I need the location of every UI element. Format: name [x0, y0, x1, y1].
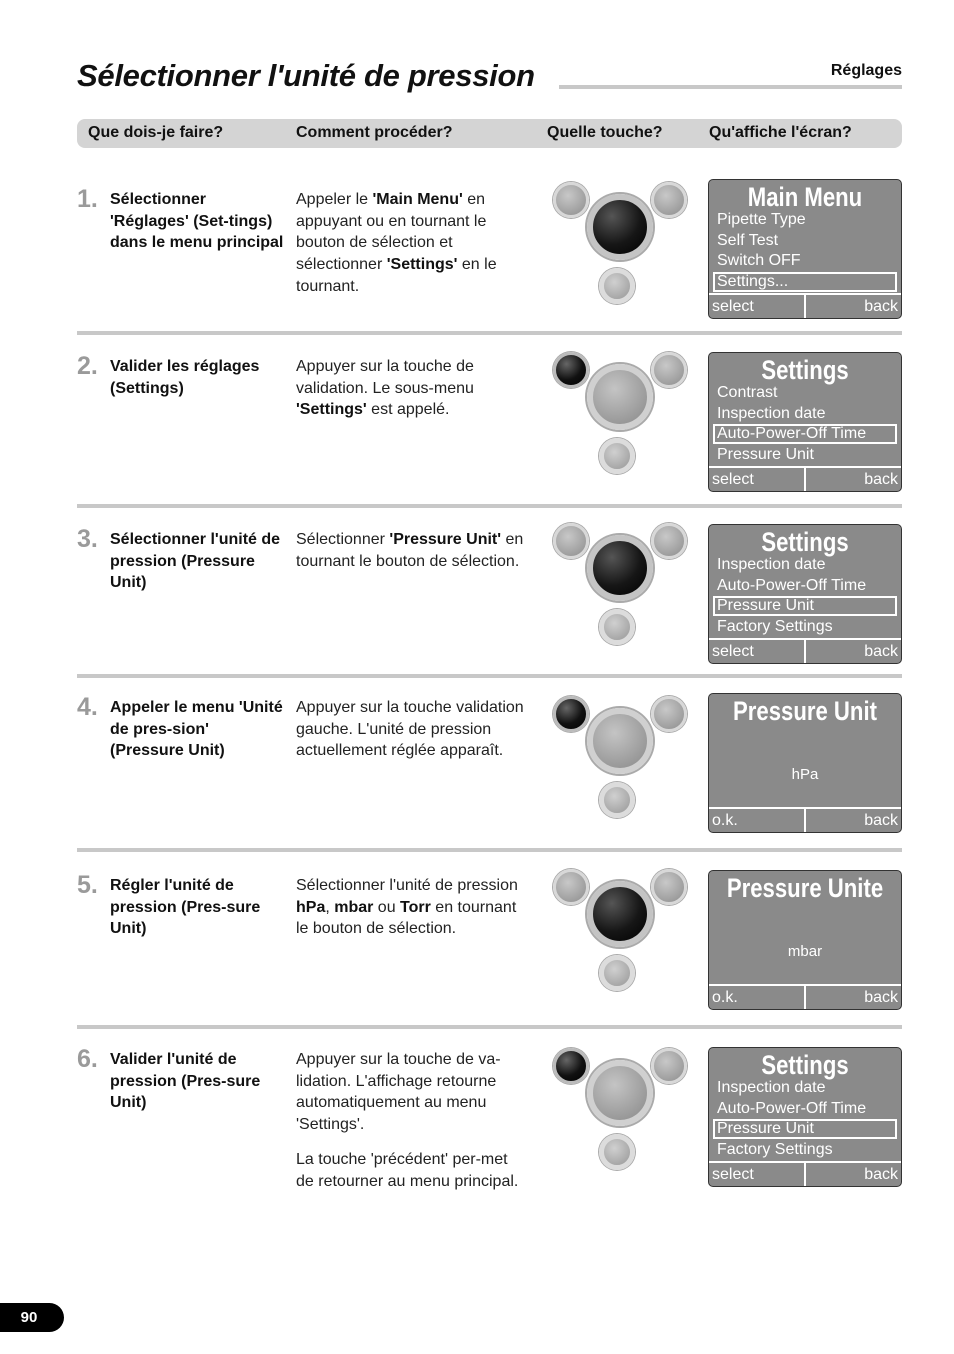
- right-key-icon: [651, 182, 687, 218]
- screen-menu-item-selected: Settings...: [713, 272, 897, 292]
- left-key-icon: [553, 869, 589, 905]
- screen-title: Pressure Unit: [733, 696, 877, 726]
- screen-softkey-left: o.k.: [712, 812, 738, 829]
- left-key-icon: [553, 1048, 589, 1084]
- step-instructions: Appuyer sur la touche de va-lidation. L'affichage retourne automatiquement au menu 'Settings'. La touche 'précédent' per-met de retourner au menu principal.: [296, 1051, 519, 1190]
- screen-menu-item: Pipette Type: [717, 211, 806, 228]
- step-number: 2.: [77, 352, 98, 380]
- back-key-icon: [599, 438, 635, 474]
- step-action: Sélectionner 'Réglages' (Set-tings) dans le menu principal: [110, 191, 284, 252]
- screen-menu-item: Inspection date: [717, 1079, 826, 1096]
- step-separator: [77, 1025, 902, 1029]
- step-number: 4.: [77, 693, 98, 721]
- back-key-icon: [599, 609, 635, 645]
- screen-softkey-divider: [804, 1163, 806, 1186]
- step-number: 6.: [77, 1045, 98, 1073]
- right-key-icon: [651, 352, 687, 388]
- screen-menu-item: Auto-Power-Off Time: [717, 1099, 867, 1117]
- screen-menu-item: Switch OFF: [717, 252, 801, 269]
- keypad-illustration: [553, 1048, 703, 1178]
- step-separator: [77, 674, 902, 678]
- step-separator: [77, 848, 902, 852]
- header-screen: Qu'affiche l'écran?: [709, 124, 852, 141]
- right-key-icon: [651, 1048, 687, 1084]
- header-key: Quelle touche?: [547, 124, 663, 141]
- screen-value: hPa: [791, 766, 819, 783]
- screen-menu-item: Inspection date: [717, 556, 826, 573]
- step-action: Régler l'unité de pression (Pres-sure Unit): [110, 877, 261, 938]
- lcd-screen: [708, 352, 902, 492]
- table-header: [77, 119, 902, 148]
- screen-softkey-divider: [804, 295, 806, 318]
- left-key-icon: [553, 352, 589, 388]
- screen-softkey-divider: [804, 809, 806, 832]
- section-label: Réglages: [830, 62, 902, 79]
- selection-knob-icon: [587, 1060, 653, 1126]
- screen-softkey-left: select: [712, 643, 754, 660]
- selection-knob-icon: [587, 364, 653, 430]
- screen-menu-item: Auto-Power-Off Time: [717, 576, 867, 594]
- lcd-screen: [708, 693, 902, 833]
- step-separator: [77, 504, 902, 508]
- keypad-illustration: [553, 523, 703, 653]
- lcd-screen: [708, 179, 902, 319]
- screen-softkey-left: select: [712, 471, 754, 488]
- page-number: 90: [0, 1303, 64, 1332]
- screen-softkey-divider: [804, 986, 806, 1009]
- screen-menu-item-selected: Pressure Unit: [713, 596, 897, 616]
- screen-softkey-right: back: [864, 1166, 898, 1183]
- right-key-icon: [651, 869, 687, 905]
- header-how: Comment procéder?: [296, 124, 453, 141]
- left-key-icon: [553, 182, 589, 218]
- screen-value: mbar: [787, 943, 823, 960]
- step-instructions: Appuyer sur la touche validation gauche. L'unité de pression actuellement réglée apparaît.: [296, 699, 524, 760]
- step-number: 1.: [77, 185, 98, 213]
- screen-menu-item: Factory Settings: [717, 617, 833, 635]
- keypad-illustration: [553, 182, 703, 312]
- screen-menu-item: Contrast: [717, 384, 778, 401]
- keypad-illustration: [553, 696, 703, 826]
- back-key-icon: [599, 955, 635, 991]
- step-number: 5.: [77, 871, 98, 899]
- screen-title: Settings: [761, 527, 849, 557]
- step-instructions: Sélectionner l'unité de pression hPa, mbar ou Torr en tournant le bouton de sélection.: [296, 877, 518, 938]
- page-title: Sélectionner l'unité de pression: [77, 58, 535, 93]
- lcd-screen: [708, 1047, 902, 1187]
- step-instructions: Appeler le 'Main Menu' en appuyant ou en tournant le bouton de sélection et sélectionner 'Settings' en le tournant.: [296, 191, 497, 295]
- screen-softkey-left: o.k.: [712, 989, 738, 1006]
- screen-softkey-left: select: [712, 1166, 754, 1183]
- back-key-icon: [599, 1134, 635, 1170]
- keypad-illustration: [553, 352, 703, 482]
- screen-title: Settings: [761, 355, 849, 385]
- lcd-screen: [708, 524, 902, 664]
- screen-softkey-right: back: [864, 812, 898, 829]
- screen-softkey-right: back: [864, 643, 898, 660]
- lcd-screen: [708, 870, 902, 1010]
- screen-title: Pressure Unite: [726, 873, 884, 903]
- screen-menu-item-selected: Pressure Unit: [713, 1119, 897, 1139]
- left-key-icon: [553, 696, 589, 732]
- right-key-icon: [651, 523, 687, 559]
- screen-softkey-right: back: [864, 989, 898, 1006]
- selection-knob-icon: [587, 881, 653, 947]
- step-number: 3.: [77, 525, 98, 553]
- step-action: Valider les réglages (Settings): [110, 358, 260, 397]
- screen-menu-item: Inspection date: [717, 404, 826, 422]
- selection-knob-icon: [587, 708, 653, 774]
- back-key-icon: [599, 268, 635, 304]
- screen-softkey-right: back: [864, 471, 898, 488]
- step-action: Valider l'unité de pression (Pres-sure Unit): [110, 1051, 261, 1112]
- screen-menu-item: Self Test: [717, 231, 779, 249]
- selection-knob-icon: [587, 194, 653, 260]
- step-instructions: Appuyer sur la touche de validation. Le sous-menu 'Settings' est appelé.: [296, 358, 474, 419]
- step-action: Appeler le menu 'Unité de pres-sion' (Pressure Unit): [110, 699, 283, 760]
- screen-menu-item: Factory Settings: [717, 1140, 833, 1158]
- screen-menu-item: Pressure Unit: [717, 445, 814, 463]
- right-key-icon: [651, 696, 687, 732]
- screen-title: Settings: [761, 1050, 849, 1080]
- left-key-icon: [553, 523, 589, 559]
- step-separator: [77, 331, 902, 335]
- screen-softkey-left: select: [712, 298, 754, 315]
- step-action: Sélectionner l'unité de pression (Pressure Unit): [110, 531, 281, 592]
- selection-knob-icon: [587, 535, 653, 601]
- screen-title: Main Menu: [747, 182, 863, 212]
- screen-softkey-right: back: [864, 298, 898, 315]
- screen-softkey-divider: [804, 468, 806, 491]
- back-key-icon: [599, 782, 635, 818]
- screen-menu-item-selected: Auto-Power-Off Time: [713, 424, 897, 444]
- screen-softkey-divider: [804, 640, 806, 663]
- header-what: Que dois-je faire?: [88, 124, 224, 141]
- step-instructions: Sélectionner 'Pressure Unit' en tournant le bouton de sélection.: [296, 531, 524, 570]
- keypad-illustration: [553, 869, 703, 999]
- title-rule: [559, 85, 902, 89]
